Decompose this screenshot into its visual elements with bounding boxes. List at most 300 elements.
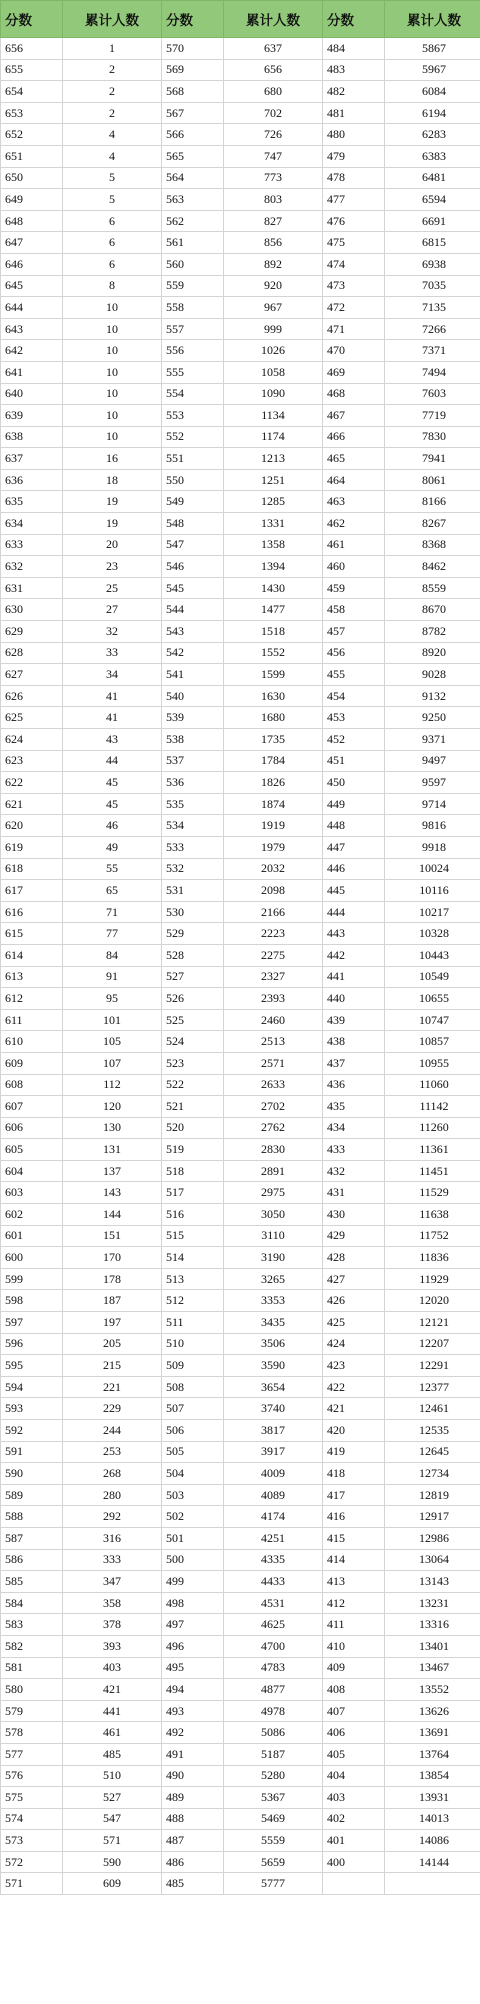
count-cell: 151 — [63, 1225, 162, 1247]
score-cell: 624 — [1, 729, 63, 751]
score-cell: 619 — [1, 836, 63, 858]
header-count-3: 累计人数 — [385, 1, 480, 38]
count-cell: 8 — [63, 275, 162, 297]
score-cell: 485 — [162, 1873, 224, 1895]
count-cell: 393 — [63, 1635, 162, 1657]
table-row — [1, 1225, 480, 1247]
score-cell: 509 — [162, 1355, 224, 1377]
count-cell: 680 — [224, 81, 323, 103]
count-cell: 7603 — [385, 383, 480, 405]
score-cell: 569 — [162, 59, 224, 81]
score-cell: 632 — [1, 556, 63, 578]
table-row — [1, 275, 480, 297]
score-cell: 606 — [1, 1117, 63, 1139]
count-cell: 25 — [63, 577, 162, 599]
count-cell: 170 — [63, 1247, 162, 1269]
count-cell: 2 — [63, 59, 162, 81]
score-cell: 601 — [1, 1225, 63, 1247]
count-cell: 2830 — [224, 1139, 323, 1161]
count-cell: 9028 — [385, 664, 480, 686]
count-cell: 9918 — [385, 836, 480, 858]
count-cell: 34 — [63, 664, 162, 686]
score-cell: 645 — [1, 275, 63, 297]
score-cell: 433 — [323, 1139, 385, 1161]
count-cell: 2032 — [224, 858, 323, 880]
score-cell: 576 — [1, 1765, 63, 1787]
header-score-2: 分数 — [162, 1, 224, 38]
score-cell: 431 — [323, 1182, 385, 1204]
score-cell: 483 — [323, 59, 385, 81]
score-cell: 616 — [1, 901, 63, 923]
table-row — [1, 1420, 480, 1442]
count-cell: 10747 — [385, 1009, 480, 1031]
table-row — [1, 1160, 480, 1182]
score-cell: 499 — [162, 1571, 224, 1593]
score-cell: 641 — [1, 361, 63, 383]
count-cell: 441 — [63, 1700, 162, 1722]
score-cell: 620 — [1, 815, 63, 837]
table-row — [1, 1743, 480, 1765]
count-cell: 101 — [63, 1009, 162, 1031]
score-cell: 634 — [1, 513, 63, 535]
count-cell: 5559 — [224, 1830, 323, 1852]
score-cell: 581 — [1, 1657, 63, 1679]
count-cell: 8267 — [385, 513, 480, 535]
score-cell: 654 — [1, 81, 63, 103]
count-cell: 316 — [63, 1527, 162, 1549]
table-row — [1, 59, 480, 81]
score-cell: 538 — [162, 729, 224, 751]
table-row — [1, 1463, 480, 1485]
table-row — [1, 426, 480, 448]
score-cell: 652 — [1, 124, 63, 146]
header-score-3: 分数 — [323, 1, 385, 38]
score-cell: 491 — [162, 1743, 224, 1765]
score-cell: 546 — [162, 556, 224, 578]
score-cell: 573 — [1, 1830, 63, 1852]
score-cell: 503 — [162, 1484, 224, 1506]
count-cell: 3654 — [224, 1376, 323, 1398]
count-cell: 55 — [63, 858, 162, 880]
score-cell: 404 — [323, 1765, 385, 1787]
score-cell: 596 — [1, 1333, 63, 1355]
count-cell: 18 — [63, 469, 162, 491]
score-cell: 537 — [162, 750, 224, 772]
header-score-1: 分数 — [1, 1, 63, 38]
score-cell: 536 — [162, 772, 224, 794]
score-cell: 579 — [1, 1700, 63, 1722]
count-cell: 84 — [63, 944, 162, 966]
count-cell: 8061 — [385, 469, 480, 491]
score-cell: 468 — [323, 383, 385, 405]
table-row — [1, 1312, 480, 1334]
count-cell: 9250 — [385, 707, 480, 729]
count-cell: 20 — [63, 534, 162, 556]
table-row — [1, 1117, 480, 1139]
score-cell: 443 — [323, 923, 385, 945]
score-cell: 589 — [1, 1484, 63, 1506]
score-cell: 424 — [323, 1333, 385, 1355]
table-row — [1, 1722, 480, 1744]
count-cell: 461 — [63, 1722, 162, 1744]
header-count-2: 累计人数 — [224, 1, 323, 38]
count-cell: 3506 — [224, 1333, 323, 1355]
score-cell: 455 — [323, 664, 385, 686]
count-cell: 4783 — [224, 1657, 323, 1679]
score-cell: 478 — [323, 167, 385, 189]
score-cell: 469 — [323, 361, 385, 383]
score-cell: 615 — [1, 923, 63, 945]
score-cell: 540 — [162, 685, 224, 707]
count-cell: 6815 — [385, 232, 480, 254]
score-cell: 648 — [1, 210, 63, 232]
count-cell: 333 — [63, 1549, 162, 1571]
count-cell: 143 — [63, 1182, 162, 1204]
count-cell: 1 — [63, 38, 162, 60]
count-cell: 1735 — [224, 729, 323, 751]
count-cell: 6691 — [385, 210, 480, 232]
score-cell: 609 — [1, 1052, 63, 1074]
score-cell: 511 — [162, 1312, 224, 1334]
score-cell: 612 — [1, 988, 63, 1010]
score-cell: 464 — [323, 469, 385, 491]
count-cell: 609 — [63, 1873, 162, 1895]
table-row — [1, 1679, 480, 1701]
score-cell: 587 — [1, 1527, 63, 1549]
count-cell: 4531 — [224, 1592, 323, 1614]
score-cell: 442 — [323, 944, 385, 966]
score-cell: 440 — [323, 988, 385, 1010]
score-cell: 520 — [162, 1117, 224, 1139]
count-cell: 1058 — [224, 361, 323, 383]
count-cell: 11142 — [385, 1096, 480, 1118]
count-cell: 403 — [63, 1657, 162, 1679]
table-row — [1, 1765, 480, 1787]
score-cell: 608 — [1, 1074, 63, 1096]
score-cell: 598 — [1, 1290, 63, 1312]
score-cell: 566 — [162, 124, 224, 146]
score-cell: 436 — [323, 1074, 385, 1096]
count-cell: 5867 — [385, 38, 480, 60]
count-cell: 1090 — [224, 383, 323, 405]
table-row — [1, 1333, 480, 1355]
score-cell: 617 — [1, 880, 63, 902]
count-cell: 747 — [224, 145, 323, 167]
score-cell: 548 — [162, 513, 224, 535]
score-cell: 460 — [323, 556, 385, 578]
count-cell: 41 — [63, 707, 162, 729]
score-cell: 570 — [162, 38, 224, 60]
score-cell — [323, 1873, 385, 1895]
count-cell: 11451 — [385, 1160, 480, 1182]
count-cell: 3110 — [224, 1225, 323, 1247]
score-cell: 571 — [1, 1873, 63, 1895]
count-cell: 10 — [63, 383, 162, 405]
count-cell: 3435 — [224, 1312, 323, 1334]
score-cell: 646 — [1, 253, 63, 275]
count-cell: 1630 — [224, 685, 323, 707]
table-row — [1, 1096, 480, 1118]
score-cell: 555 — [162, 361, 224, 383]
table-row — [1, 253, 480, 275]
count-cell: 65 — [63, 880, 162, 902]
table-row — [1, 1592, 480, 1614]
table-row — [1, 1527, 480, 1549]
count-cell: 4978 — [224, 1700, 323, 1722]
table-row — [1, 1182, 480, 1204]
table-row — [1, 1009, 480, 1031]
score-cell: 403 — [323, 1787, 385, 1809]
count-cell: 10443 — [385, 944, 480, 966]
score-cell: 559 — [162, 275, 224, 297]
table-row — [1, 1657, 480, 1679]
count-cell: 12461 — [385, 1398, 480, 1420]
count-cell: 178 — [63, 1268, 162, 1290]
count-cell: 77 — [63, 923, 162, 945]
score-cell: 458 — [323, 599, 385, 621]
count-cell: 1919 — [224, 815, 323, 837]
count-cell: 5967 — [385, 59, 480, 81]
count-cell: 13854 — [385, 1765, 480, 1787]
score-cell: 595 — [1, 1355, 63, 1377]
score-cell: 640 — [1, 383, 63, 405]
score-cell: 429 — [323, 1225, 385, 1247]
count-cell: 726 — [224, 124, 323, 146]
score-cell: 407 — [323, 1700, 385, 1722]
score-cell: 642 — [1, 340, 63, 362]
count-cell: 46 — [63, 815, 162, 837]
count-cell: 378 — [63, 1614, 162, 1636]
table-row — [1, 1873, 480, 1895]
score-cell: 551 — [162, 448, 224, 470]
table-row — [1, 836, 480, 858]
score-cell: 416 — [323, 1506, 385, 1528]
score-cell: 591 — [1, 1441, 63, 1463]
score-cell: 607 — [1, 1096, 63, 1118]
score-cell: 457 — [323, 621, 385, 643]
count-cell: 5659 — [224, 1851, 323, 1873]
score-cell: 506 — [162, 1420, 224, 1442]
count-cell: 6383 — [385, 145, 480, 167]
count-cell: 6 — [63, 232, 162, 254]
table-row — [1, 318, 480, 340]
score-cell: 471 — [323, 318, 385, 340]
count-cell: 4251 — [224, 1527, 323, 1549]
count-cell: 12645 — [385, 1441, 480, 1463]
table-row — [1, 815, 480, 837]
score-cell: 586 — [1, 1549, 63, 1571]
count-cell: 803 — [224, 189, 323, 211]
count-cell: 920 — [224, 275, 323, 297]
count-cell: 12819 — [385, 1484, 480, 1506]
score-cell: 517 — [162, 1182, 224, 1204]
score-cell: 590 — [1, 1463, 63, 1485]
score-cell: 529 — [162, 923, 224, 945]
count-cell: 702 — [224, 102, 323, 124]
count-cell: 571 — [63, 1830, 162, 1852]
score-cell: 614 — [1, 944, 63, 966]
count-cell: 1979 — [224, 836, 323, 858]
count-cell: 8559 — [385, 577, 480, 599]
score-cell: 475 — [323, 232, 385, 254]
score-cell: 451 — [323, 750, 385, 772]
score-cell: 553 — [162, 405, 224, 427]
score-cell: 560 — [162, 253, 224, 275]
score-cell: 518 — [162, 1160, 224, 1182]
score-cell: 441 — [323, 966, 385, 988]
count-cell: 13231 — [385, 1592, 480, 1614]
count-cell: 7830 — [385, 426, 480, 448]
count-cell: 773 — [224, 167, 323, 189]
count-cell: 6 — [63, 210, 162, 232]
score-cell: 414 — [323, 1549, 385, 1571]
score-cell: 513 — [162, 1268, 224, 1290]
table-row — [1, 642, 480, 664]
count-cell: 8670 — [385, 599, 480, 621]
count-cell: 12917 — [385, 1506, 480, 1528]
count-cell: 1784 — [224, 750, 323, 772]
count-cell: 590 — [63, 1851, 162, 1873]
score-cell: 423 — [323, 1355, 385, 1377]
table-row — [1, 340, 480, 362]
score-cell: 479 — [323, 145, 385, 167]
score-cell: 618 — [1, 858, 63, 880]
score-cell: 588 — [1, 1506, 63, 1528]
score-cell: 525 — [162, 1009, 224, 1031]
count-cell: 10 — [63, 361, 162, 383]
table-row — [1, 772, 480, 794]
table-row — [1, 664, 480, 686]
count-cell: 6481 — [385, 167, 480, 189]
table-row — [1, 1052, 480, 1074]
score-cell: 644 — [1, 297, 63, 319]
score-cell: 495 — [162, 1657, 224, 1679]
count-cell: 1331 — [224, 513, 323, 535]
score-cell: 544 — [162, 599, 224, 621]
table-row — [1, 858, 480, 880]
count-cell: 4089 — [224, 1484, 323, 1506]
count-cell: 32 — [63, 621, 162, 643]
table-row — [1, 167, 480, 189]
score-cell: 532 — [162, 858, 224, 880]
count-cell: 280 — [63, 1484, 162, 1506]
score-cell: 449 — [323, 793, 385, 815]
count-cell: 253 — [63, 1441, 162, 1463]
table-row — [1, 1700, 480, 1722]
count-cell: 12734 — [385, 1463, 480, 1485]
score-cell: 534 — [162, 815, 224, 837]
count-cell: 2975 — [224, 1182, 323, 1204]
count-cell: 7719 — [385, 405, 480, 427]
count-cell: 11638 — [385, 1204, 480, 1226]
table-body — [1, 38, 480, 1895]
score-cell: 481 — [323, 102, 385, 124]
score-cell: 649 — [1, 189, 63, 211]
score-cell: 452 — [323, 729, 385, 751]
count-cell: 4877 — [224, 1679, 323, 1701]
count-cell: 8368 — [385, 534, 480, 556]
score-cell: 501 — [162, 1527, 224, 1549]
score-cell: 604 — [1, 1160, 63, 1182]
count-cell: 13467 — [385, 1657, 480, 1679]
table-row — [1, 793, 480, 815]
count-cell: 1518 — [224, 621, 323, 643]
score-cell: 445 — [323, 880, 385, 902]
score-cell: 480 — [323, 124, 385, 146]
count-cell: 10 — [63, 318, 162, 340]
score-cell: 406 — [323, 1722, 385, 1744]
count-cell: 9371 — [385, 729, 480, 751]
score-cell: 556 — [162, 340, 224, 362]
score-cell: 444 — [323, 901, 385, 923]
score-cell: 476 — [323, 210, 385, 232]
count-cell: 45 — [63, 793, 162, 815]
count-cell: 4009 — [224, 1463, 323, 1485]
score-cell: 470 — [323, 340, 385, 362]
table-row — [1, 448, 480, 470]
count-cell: 7371 — [385, 340, 480, 362]
score-cell: 527 — [162, 966, 224, 988]
count-cell: 13931 — [385, 1787, 480, 1809]
score-cell: 446 — [323, 858, 385, 880]
count-cell: 187 — [63, 1290, 162, 1312]
score-cell: 502 — [162, 1506, 224, 1528]
score-cell: 653 — [1, 102, 63, 124]
count-cell: 510 — [63, 1765, 162, 1787]
score-cell: 421 — [323, 1398, 385, 1420]
score-cell: 408 — [323, 1679, 385, 1701]
count-cell: 8166 — [385, 491, 480, 513]
table-row — [1, 469, 480, 491]
count-cell: 2 — [63, 102, 162, 124]
score-cell: 522 — [162, 1074, 224, 1096]
count-cell: 131 — [63, 1139, 162, 1161]
count-cell: 91 — [63, 966, 162, 988]
score-cell: 628 — [1, 642, 63, 664]
count-cell: 2891 — [224, 1160, 323, 1182]
score-cell: 547 — [162, 534, 224, 556]
score-cell: 636 — [1, 469, 63, 491]
score-cell: 490 — [162, 1765, 224, 1787]
score-cell: 545 — [162, 577, 224, 599]
score-cell: 504 — [162, 1463, 224, 1485]
count-cell: 5086 — [224, 1722, 323, 1744]
score-cell: 539 — [162, 707, 224, 729]
score-cell: 516 — [162, 1204, 224, 1226]
score-cell: 500 — [162, 1549, 224, 1571]
count-cell: 1552 — [224, 642, 323, 664]
count-cell: 3353 — [224, 1290, 323, 1312]
score-cell: 454 — [323, 685, 385, 707]
score-cell: 484 — [323, 38, 385, 60]
score-cell: 611 — [1, 1009, 63, 1031]
count-cell: 11361 — [385, 1139, 480, 1161]
count-cell: 967 — [224, 297, 323, 319]
score-cell: 523 — [162, 1052, 224, 1074]
score-cell: 425 — [323, 1312, 385, 1334]
score-cell: 492 — [162, 1722, 224, 1744]
score-cell: 413 — [323, 1571, 385, 1593]
score-cell: 577 — [1, 1743, 63, 1765]
count-cell: 244 — [63, 1420, 162, 1442]
count-cell: 1394 — [224, 556, 323, 578]
table-row — [1, 1268, 480, 1290]
count-cell: 5280 — [224, 1765, 323, 1787]
table-row — [1, 102, 480, 124]
score-cell: 456 — [323, 642, 385, 664]
count-cell: 1026 — [224, 340, 323, 362]
count-cell: 892 — [224, 253, 323, 275]
